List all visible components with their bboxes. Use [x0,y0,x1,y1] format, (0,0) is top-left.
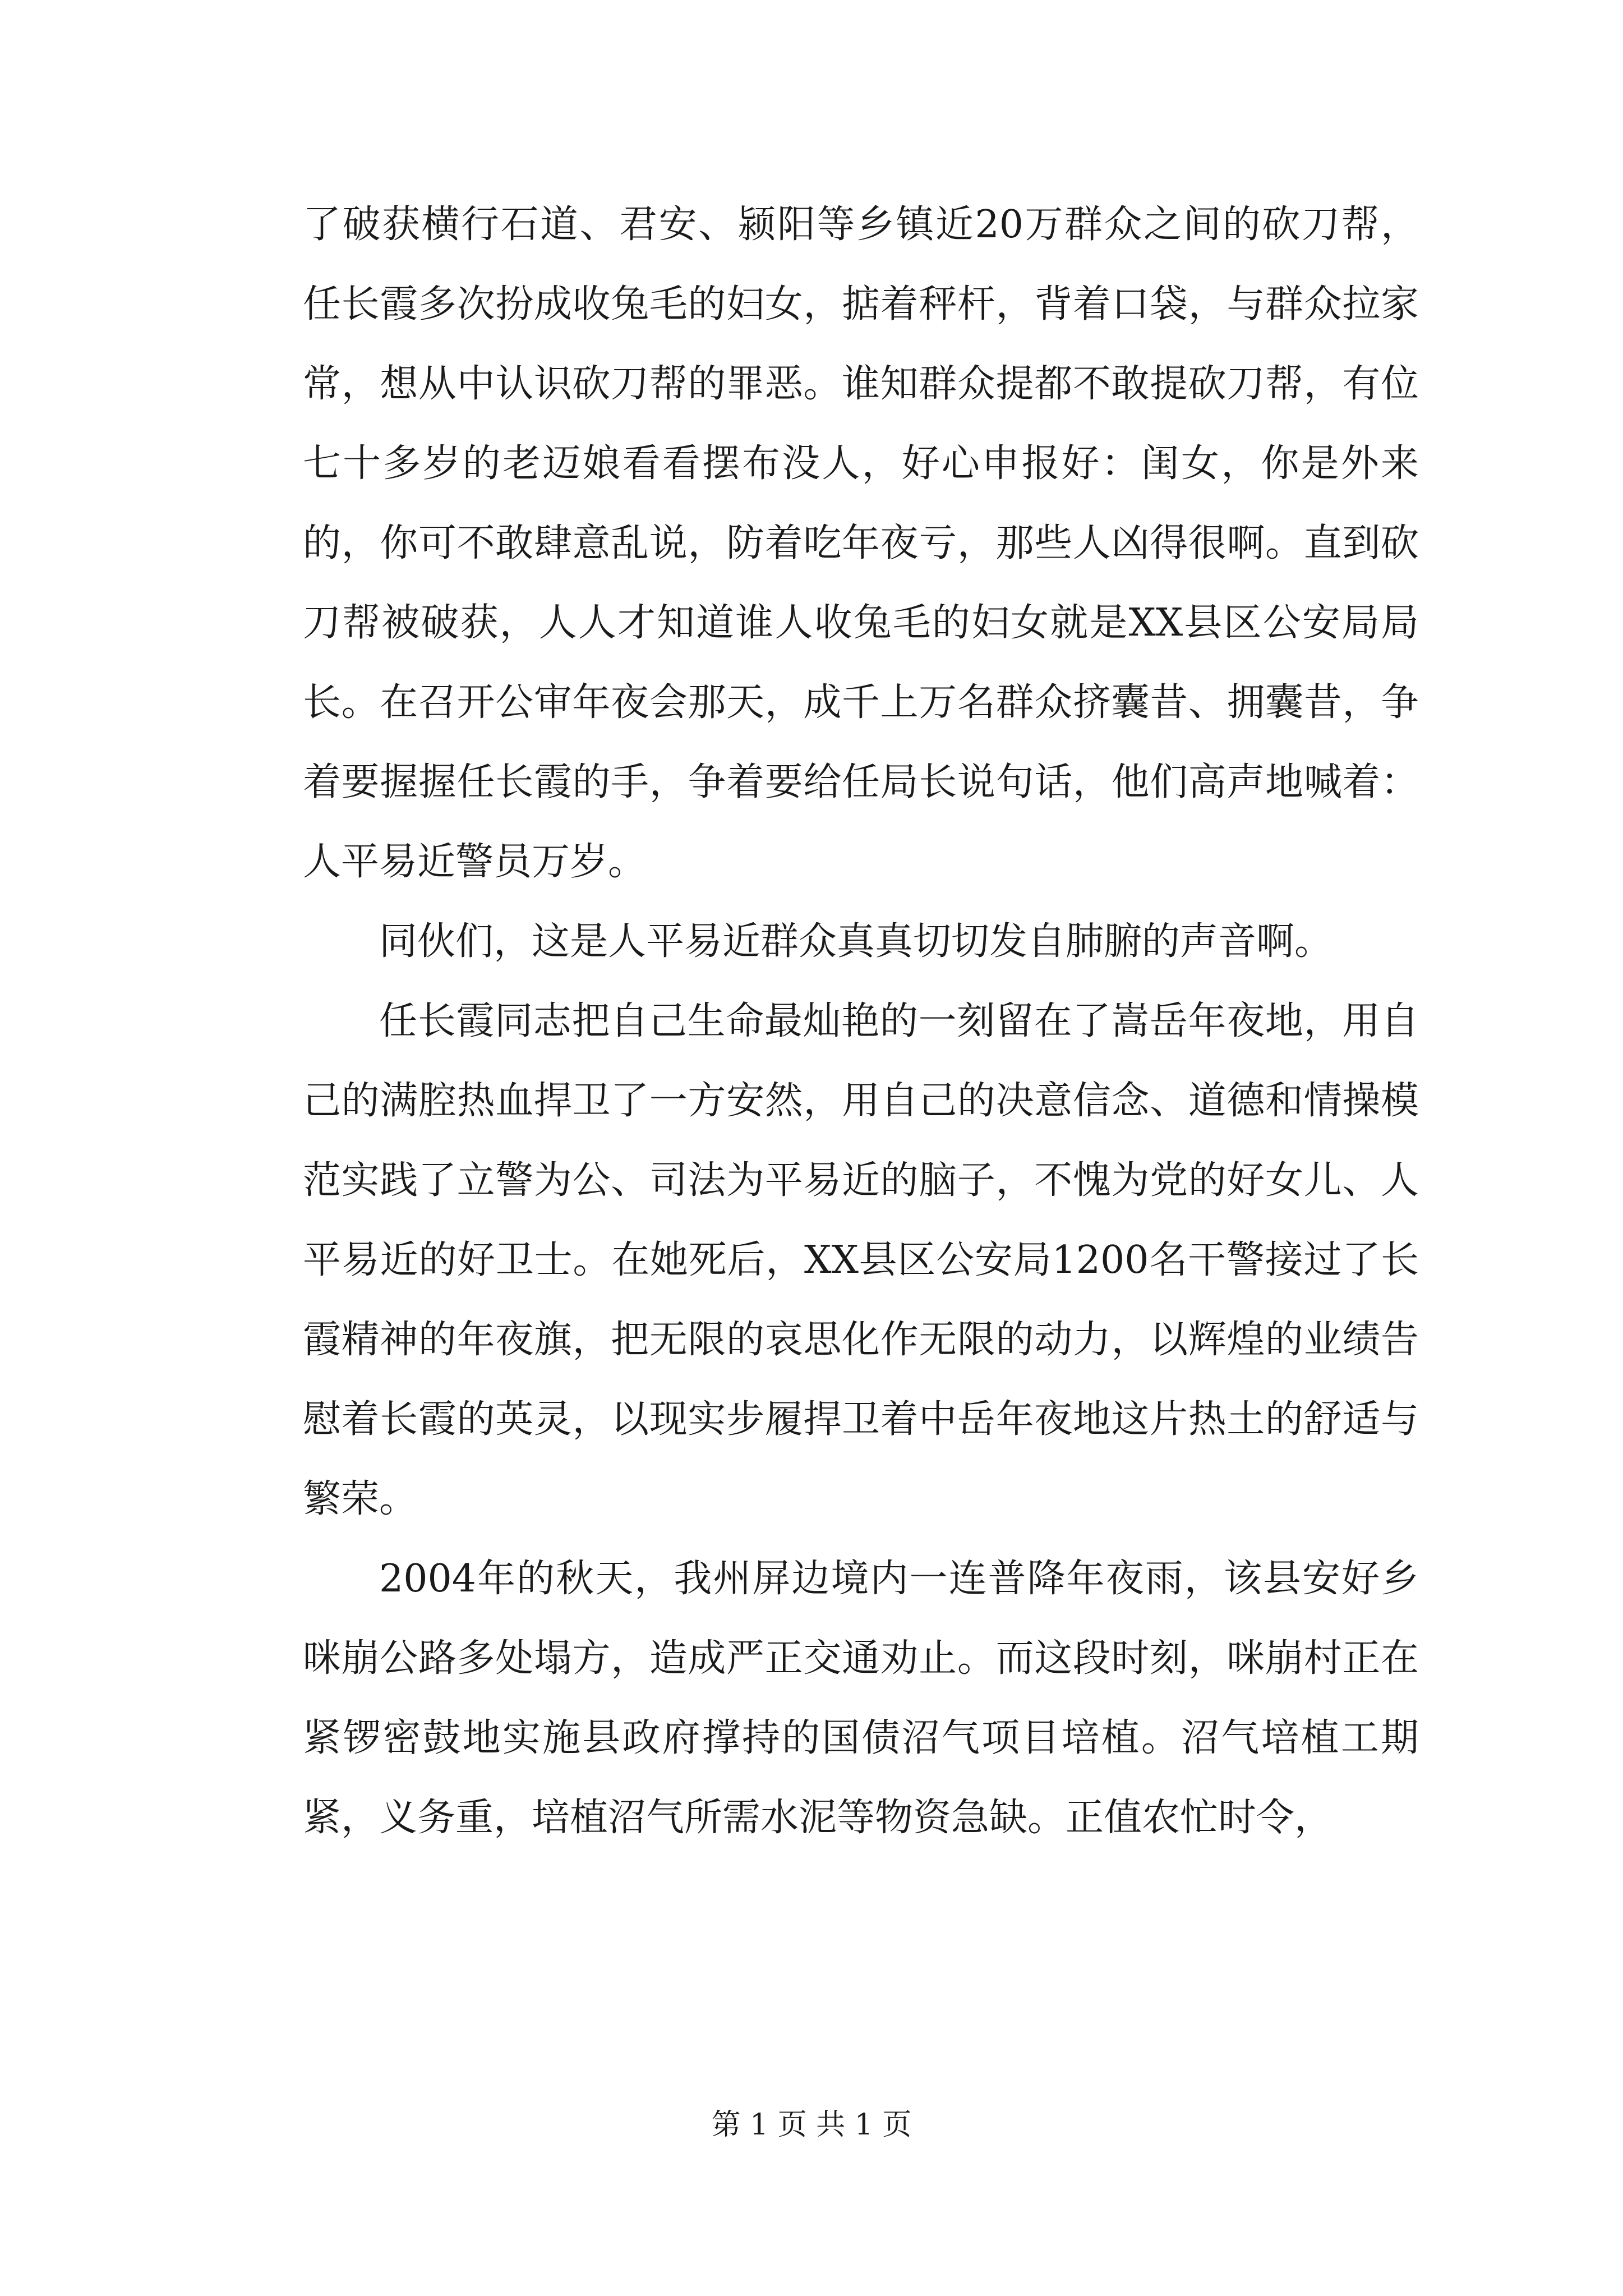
page-footer: 第 1 页 共 1 页 [711,2108,912,2142]
document-body [303,185,1419,1858]
paragraph-4: 2004年的秋天，我州屏边境内一连普降年夜雨，该县安好乡咪崩公路多处塌方，造成严正交通劝止。而这段时刻，咪崩村正在紧锣密鼓地实施县政府撑持的国债沼气项目培植。沼气培植工期紧，义务重，培植沼气所需水泥等物资急缺。正值农忙时令， [303,1557,1419,1840]
paragraph-3: 任长霞同志把自己生命最灿艳的一刻留在了嵩岳年夜地，用自己的满腔热血捍卫了一方安然，用自己的决意信念、道德和情操模范实践了立警为公、司法为平易近的脑子，不愧为党的好女儿、人平易近的好卫士。在她死后，XX县区公安局1200名干警接过了长霞精神的年夜旗，把无限的哀思化作无限的动力，以辉煌的业绩告慰着长霞的英灵，以现实步履捍卫着中岳年夜地这片热土的舒适与繁荣。 [303,999,1419,1521]
paragraph-2: 同伙们，这是人平易近群众真真切切发自肺腑的声音啊。 [379,919,1333,964]
paragraph-1: 了破获横行石道、君安、颍阳等乡镇近20万群众之间的砍刀帮，任长霞多次扮成收兔毛的妇女，掂着秤杆，背着口袋，与群众拉家常，想从中认识砍刀帮的罪恶。谁知群众提都不敢提砍刀帮，有位七十多岁的老迈娘看看摆布没人，好心申报好：闺女，你是外来的，你可不敢肆意乱说，防着吃年夜亏，那些人凶得很啊。直到砍刀帮被破获，人人才知道谁人收兔毛的妇女就是XX县区公安局局长。在召开公审年夜会那天，成千上万名群众挤囊昔、拥囊昔，争着要握握任长霞的手，争着要给任局长说句话，他们高声地喊着：人平易近警员万岁。 [303,203,1419,884]
